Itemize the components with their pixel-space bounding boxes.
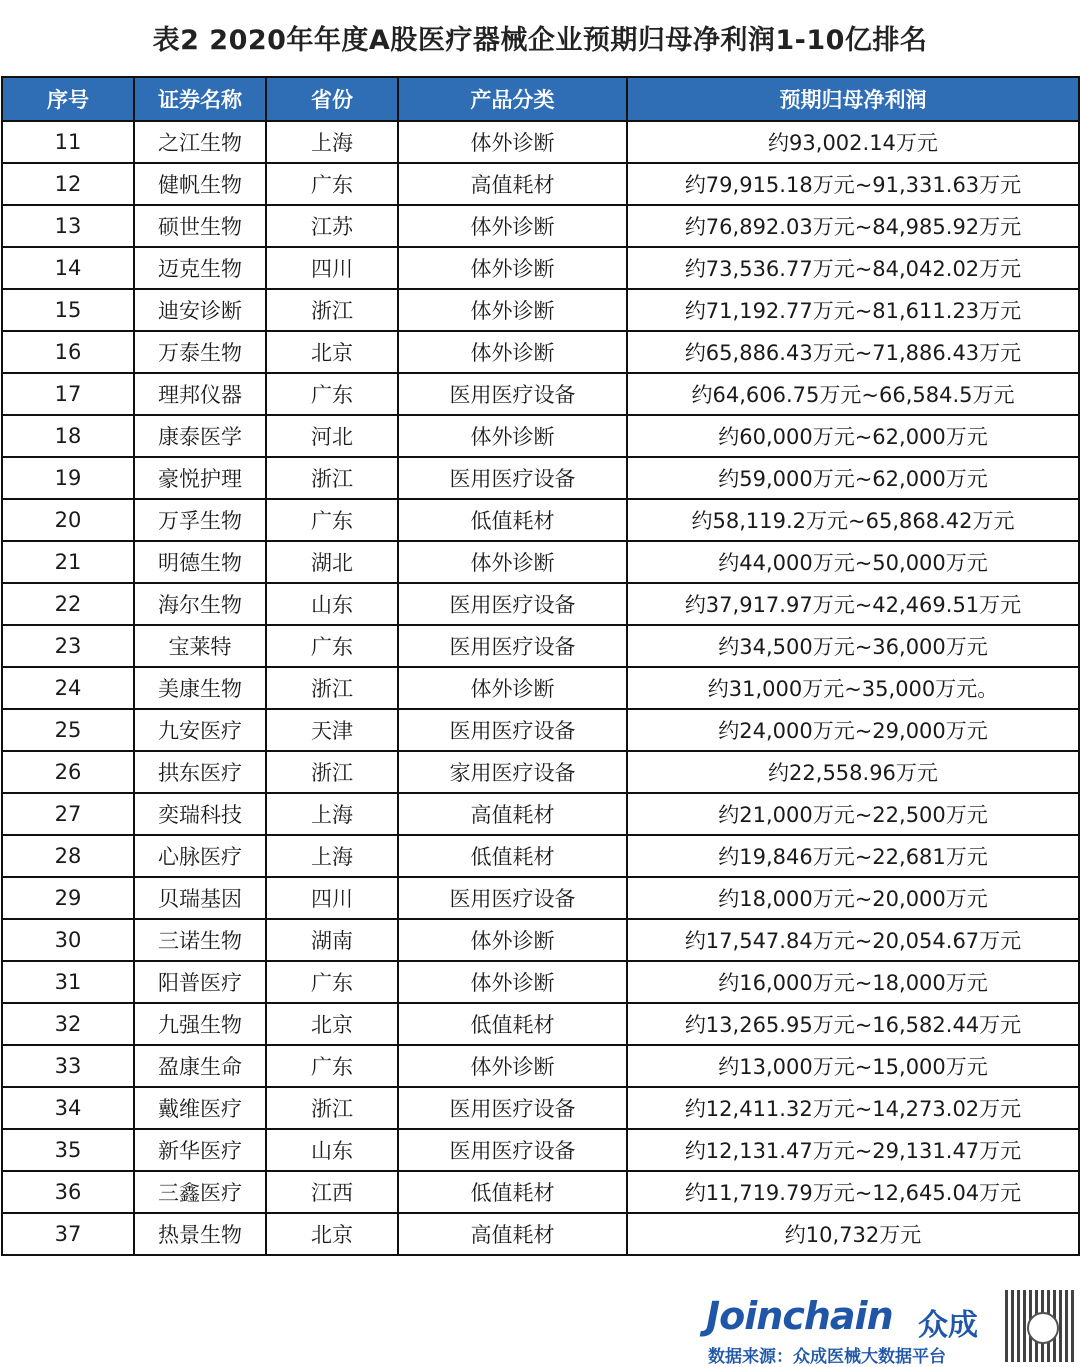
table-row [2,709,1079,751]
cell-province: 四川 [266,877,398,919]
cell-profit: 约44,000万元~50,000万元 [627,541,1079,583]
table-row [2,877,1079,919]
cell-name: 贝瑞基因 [134,877,266,919]
cell-profit: 约22,558.96万元 [627,751,1079,793]
cell-province: 上海 [266,835,398,877]
cell-profit: 约79,915.18万元~91,331.63万元 [627,163,1079,205]
cell-province: 浙江 [266,667,398,709]
table-row [2,121,1079,163]
cell-profit: 约93,002.14万元 [627,121,1079,163]
cell-category: 体外诊断 [398,121,627,163]
cell-category: 低值耗材 [398,1003,627,1045]
cell-category: 体外诊断 [398,289,627,331]
cell-province: 天津 [266,709,398,751]
cell-category: 医用医疗设备 [398,709,627,751]
cell-province: 上海 [266,793,398,835]
cell-profit: 约76,892.03万元~84,985.92万元 [627,205,1079,247]
cell-profit: 约64,606.75万元~66,584.5万元 [627,373,1079,415]
cell-rank: 11 [2,121,134,163]
table-row [2,289,1079,331]
cell-profit: 约58,119.2万元~65,868.42万元 [627,499,1079,541]
cell-profit: 约17,547.84万元~20,054.67万元 [627,919,1079,961]
table-row [2,499,1079,541]
cell-rank: 33 [2,1045,134,1087]
cell-name: 热景生物 [134,1213,266,1255]
cell-rank: 30 [2,919,134,961]
cell-category: 医用医疗设备 [398,1129,627,1171]
table-row [2,961,1079,1003]
cell-name: 阳普医疗 [134,961,266,1003]
cell-name: 万孚生物 [134,499,266,541]
cell-province: 江苏 [266,205,398,247]
table-row [2,457,1079,499]
cell-province: 北京 [266,331,398,373]
cell-category: 低值耗材 [398,499,627,541]
brand-logo: Joinchain [706,1294,893,1338]
cell-province: 湖北 [266,541,398,583]
table-row [2,373,1079,415]
cell-name: 硕世生物 [134,205,266,247]
cell-profit: 约24,000万元~29,000万元 [627,709,1079,751]
cell-rank: 29 [2,877,134,919]
cell-rank: 35 [2,1129,134,1171]
cell-profit: 约12,411.32万元~14,273.02万元 [627,1087,1079,1129]
column-header-province: 省份 [266,77,398,121]
cell-rank: 27 [2,793,134,835]
cell-province: 北京 [266,1213,398,1255]
cell-rank: 34 [2,1087,134,1129]
cell-name: 三诺生物 [134,919,266,961]
cell-name: 九强生物 [134,1003,266,1045]
table-header-row [2,77,1079,121]
cell-rank: 21 [2,541,134,583]
cell-category: 体外诊断 [398,205,627,247]
cell-category: 体外诊断 [398,961,627,1003]
table-row [2,919,1079,961]
cell-province: 浙江 [266,751,398,793]
cell-category: 高值耗材 [398,793,627,835]
cell-name: 心脉医疗 [134,835,266,877]
table-row [2,583,1079,625]
table-row [2,1213,1079,1255]
cell-category: 体外诊断 [398,667,627,709]
cell-category: 低值耗材 [398,1171,627,1213]
cell-name: 三鑫医疗 [134,1171,266,1213]
cell-category: 医用医疗设备 [398,877,627,919]
cell-category: 高值耗材 [398,163,627,205]
cell-province: 湖南 [266,919,398,961]
cell-province: 广东 [266,373,398,415]
table-row [2,415,1079,457]
table-row [2,1003,1079,1045]
cell-category: 医用医疗设备 [398,583,627,625]
cell-rank: 36 [2,1171,134,1213]
table-row [2,1171,1079,1213]
cell-name: 新华医疗 [134,1129,266,1171]
cell-rank: 14 [2,247,134,289]
cell-rank: 26 [2,751,134,793]
cell-rank: 12 [2,163,134,205]
data-source: 数据来源：众成医械大数据平台 [708,1347,946,1367]
cell-province: 广东 [266,625,398,667]
cell-rank: 32 [2,1003,134,1045]
cell-profit: 约11,719.79万元~12,645.04万元 [627,1171,1079,1213]
column-header-profit: 预期归母净利润 [627,77,1079,121]
table-row [2,163,1079,205]
ranking-table [1,76,1080,1256]
cell-category: 家用医疗设备 [398,751,627,793]
cell-profit: 约37,917.97万元~42,469.51万元 [627,583,1079,625]
cell-name: 拱东医疗 [134,751,266,793]
cell-province: 江西 [266,1171,398,1213]
column-header-rank: 序号 [2,77,134,121]
cell-rank: 22 [2,583,134,625]
cell-category: 体外诊断 [398,541,627,583]
qr-code-icon [1005,1290,1077,1362]
cell-name: 美康生物 [134,667,266,709]
cell-profit: 约73,536.77万元~84,042.02万元 [627,247,1079,289]
cell-name: 之江生物 [134,121,266,163]
cell-province: 广东 [266,1045,398,1087]
cell-rank: 20 [2,499,134,541]
cell-province: 浙江 [266,289,398,331]
cell-profit: 约60,000万元~62,000万元 [627,415,1079,457]
cell-profit: 约13,000万元~15,000万元 [627,1045,1079,1087]
cell-rank: 31 [2,961,134,1003]
cell-category: 医用医疗设备 [398,625,627,667]
column-header-category: 产品分类 [398,77,627,121]
cell-name: 健帆生物 [134,163,266,205]
cell-rank: 23 [2,625,134,667]
cell-name: 豪悦护理 [134,457,266,499]
cell-province: 广东 [266,163,398,205]
cell-rank: 13 [2,205,134,247]
table-row [2,625,1079,667]
cell-rank: 15 [2,289,134,331]
table-row [2,1087,1079,1129]
table-row [2,1045,1079,1087]
table-row [2,331,1079,373]
cell-name: 万泰生物 [134,331,266,373]
cell-category: 高值耗材 [398,1213,627,1255]
table-row [2,667,1079,709]
cell-profit: 约21,000万元~22,500万元 [627,793,1079,835]
table-title: 表2 2020年年度A股医疗器械企业预期归母净利润1-10亿排名 [152,24,928,56]
table-body [2,121,1079,1255]
cell-profit: 约31,000万元~35,000万元。 [627,667,1079,709]
cell-name: 迈克生物 [134,247,266,289]
table-row [2,1129,1079,1171]
cell-province: 上海 [266,121,398,163]
cell-province: 浙江 [266,1087,398,1129]
table-row [2,541,1079,583]
cell-category: 体外诊断 [398,331,627,373]
cell-category: 低值耗材 [398,835,627,877]
brand-logo-cn: 众成 [918,1308,978,1343]
table-row [2,835,1079,877]
cell-profit: 约59,000万元~62,000万元 [627,457,1079,499]
cell-rank: 37 [2,1213,134,1255]
cell-rank: 25 [2,709,134,751]
cell-name: 戴维医疗 [134,1087,266,1129]
cell-category: 医用医疗设备 [398,1087,627,1129]
cell-province: 山东 [266,1129,398,1171]
cell-province: 广东 [266,499,398,541]
cell-rank: 17 [2,373,134,415]
cell-name: 康泰医学 [134,415,266,457]
cell-category: 医用医疗设备 [398,373,627,415]
cell-profit: 约71,192.77万元~81,611.23万元 [627,289,1079,331]
cell-rank: 16 [2,331,134,373]
cell-name: 明德生物 [134,541,266,583]
cell-profit: 约12,131.47万元~29,131.47万元 [627,1129,1079,1171]
cell-name: 宝莱特 [134,625,266,667]
cell-rank: 28 [2,835,134,877]
cell-name: 盈康生命 [134,1045,266,1087]
cell-name: 海尔生物 [134,583,266,625]
cell-profit: 约18,000万元~20,000万元 [627,877,1079,919]
cell-profit: 约34,500万元~36,000万元 [627,625,1079,667]
cell-province: 山东 [266,583,398,625]
footer [0,1290,1080,1367]
cell-rank: 18 [2,415,134,457]
cell-category: 医用医疗设备 [398,457,627,499]
cell-name: 理邦仪器 [134,373,266,415]
cell-category: 体外诊断 [398,919,627,961]
cell-name: 迪安诊断 [134,289,266,331]
cell-profit: 约16,000万元~18,000万元 [627,961,1079,1003]
cell-rank: 19 [2,457,134,499]
cell-province: 广东 [266,961,398,1003]
cell-name: 九安医疗 [134,709,266,751]
cell-province: 浙江 [266,457,398,499]
cell-category: 体外诊断 [398,1045,627,1087]
cell-name: 奕瑞科技 [134,793,266,835]
cell-profit: 约19,846万元~22,681万元 [627,835,1079,877]
column-header-name: 证券名称 [134,77,266,121]
cell-category: 体外诊断 [398,247,627,289]
cell-province: 四川 [266,247,398,289]
table-row [2,205,1079,247]
cell-profit: 约65,886.43万元~71,886.43万元 [627,331,1079,373]
cell-province: 河北 [266,415,398,457]
table-row [2,751,1079,793]
cell-category: 体外诊断 [398,415,627,457]
table-row [2,247,1079,289]
cell-profit: 约13,265.95万元~16,582.44万元 [627,1003,1079,1045]
cell-province: 北京 [266,1003,398,1045]
table-row [2,793,1079,835]
cell-profit: 约10,732万元 [627,1213,1079,1255]
cell-rank: 24 [2,667,134,709]
